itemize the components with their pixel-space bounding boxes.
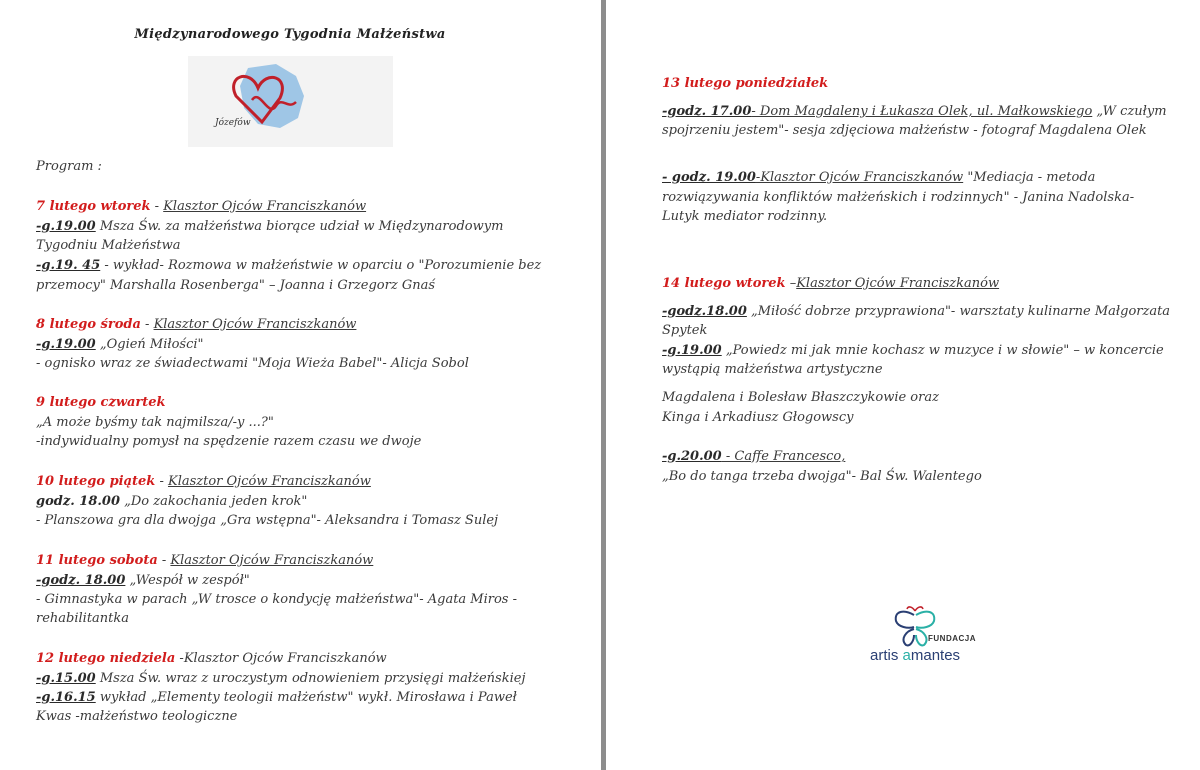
day-heading: 11 lutego sobota - Klasztor Ojców Franciszkanów [36, 553, 374, 568]
schedule-line: przemocy" Marshalla Rosenberga" – Joanna i Grzegorz Gnaś [36, 278, 436, 293]
foundation-label: FUNDACJA [928, 634, 976, 643]
schedule-line: -g.19.00 „Ogień Miłości" [36, 337, 204, 352]
schedule-line: -godz. 17.00- Dom Magdaleny i Łukasza Olek, ul. Małkowskiego „W czułym [662, 104, 1167, 119]
foundation-logo [870, 605, 998, 675]
page-divider [601, 0, 606, 770]
day-heading: 13 lutego poniedziałek [662, 76, 829, 91]
schedule-line: -g.20.00 - Caffe Francesco, [662, 449, 846, 464]
schedule-line: Magdalena i Bolesław Błaszczykowie oraz [662, 390, 939, 405]
schedule-line: -godz.18.00 „Miłość dobrze przyprawiona"- warsztaty kulinarne Małgorzata [662, 304, 1171, 319]
day-heading: 7 lutego wtorek - Klasztor Ojców Franciszkanów [36, 199, 367, 214]
schedule-line: „A może byśmy tak najmilsza/-y ...?" [36, 415, 274, 430]
schedule-line: godz. 18.00 „Do zakochania jeden krok" [36, 494, 308, 509]
day-heading: 14 lutego wtorek –Klasztor Ojców Franciszkanów [662, 276, 1000, 291]
day-heading: 8 lutego środa - Klasztor Ojców Franciszkanów [36, 317, 357, 332]
schedule-line: Tygodniu Małżeństwa [36, 238, 181, 253]
schedule-line: wystąpią małżeństwa artystyczne [662, 362, 883, 377]
schedule-line: rozwiązywania konfliktów małżeńskich i rodzinnych" - Janina Nadolska- [662, 190, 1135, 205]
schedule-line: -g.19. 45 - wykład- Rozmowa w małżeństwie w oparciu o "Porozumienie bez [36, 258, 542, 273]
schedule-line: -g.19.00 Msza Św. za małżeństwa biorące udział w Międzynarodowym [36, 219, 504, 234]
schedule-line: Kwas -małżeństwo teologiczne [36, 709, 238, 724]
logo-caption: Józefów [215, 118, 251, 128]
schedule-line: - ognisko wraz ze świadectwami "Moja Wieża Babel"- Alicja Sobol [36, 356, 469, 371]
schedule-line: - godz. 19.00-Klasztor Ojców Franciszkanów "Mediacja - metoda [662, 170, 1096, 185]
schedule-line: - Planszowa gra dla dwojga „Gra wstępna"- Aleksandra i Tomasz Sulej [36, 513, 499, 528]
schedule-line: - Gimnastyka w parach „W trosce o kondycję małżeństwa"- Agata Miros - [36, 592, 518, 607]
program-label: Program : [36, 159, 102, 174]
schedule-line: spojrzeniu jestem"- sesja zdjęciowa małżeństw - fotograf Magdalena Olek [662, 123, 1147, 138]
day-heading: 12 lutego niedziela -Klasztor Ojców Franciszkanów [36, 651, 387, 666]
schedule-line: -g.15.00 Msza Św. wraz z uroczystym odnowieniem przysięgi małżeńskiej [36, 671, 526, 686]
schedule-line: -g.19.00 „Powiedz mi jak mnie kochasz w muzyce i w słowie" – w koncercie [662, 343, 1164, 358]
schedule-line: -indywidualny pomysł na spędzenie razem czasu we dwoje [36, 434, 422, 449]
event-logo [188, 56, 393, 147]
document-title: Międzynarodowego Tygodnia Małżeństwa [134, 27, 446, 42]
day-heading: 10 lutego piątek - Klasztor Ojców Franciszkanów [36, 474, 371, 489]
schedule-line: Lutyk mediator rodzinny. [662, 209, 828, 224]
day-heading: 9 lutego czwartek [36, 395, 166, 410]
foundation-name: artis amantes [870, 647, 961, 664]
schedule-line: Spytek [662, 323, 708, 338]
schedule-line: Kinga i Arkadiusz Głogowscy [662, 410, 854, 425]
schedule-line: „Bo do tanga trzeba dwojga"- Bal Św. Walentego [662, 469, 982, 484]
schedule-line: -godz. 18.00 „Wespół w zespół" [36, 573, 250, 588]
schedule-line: rehabilitantka [36, 611, 130, 626]
logo-heart-map-icon [188, 56, 393, 147]
schedule-line: -g.16.15 wykład „Elementy teologii małżeństw" wykł. Mirosława i Paweł [36, 690, 517, 705]
